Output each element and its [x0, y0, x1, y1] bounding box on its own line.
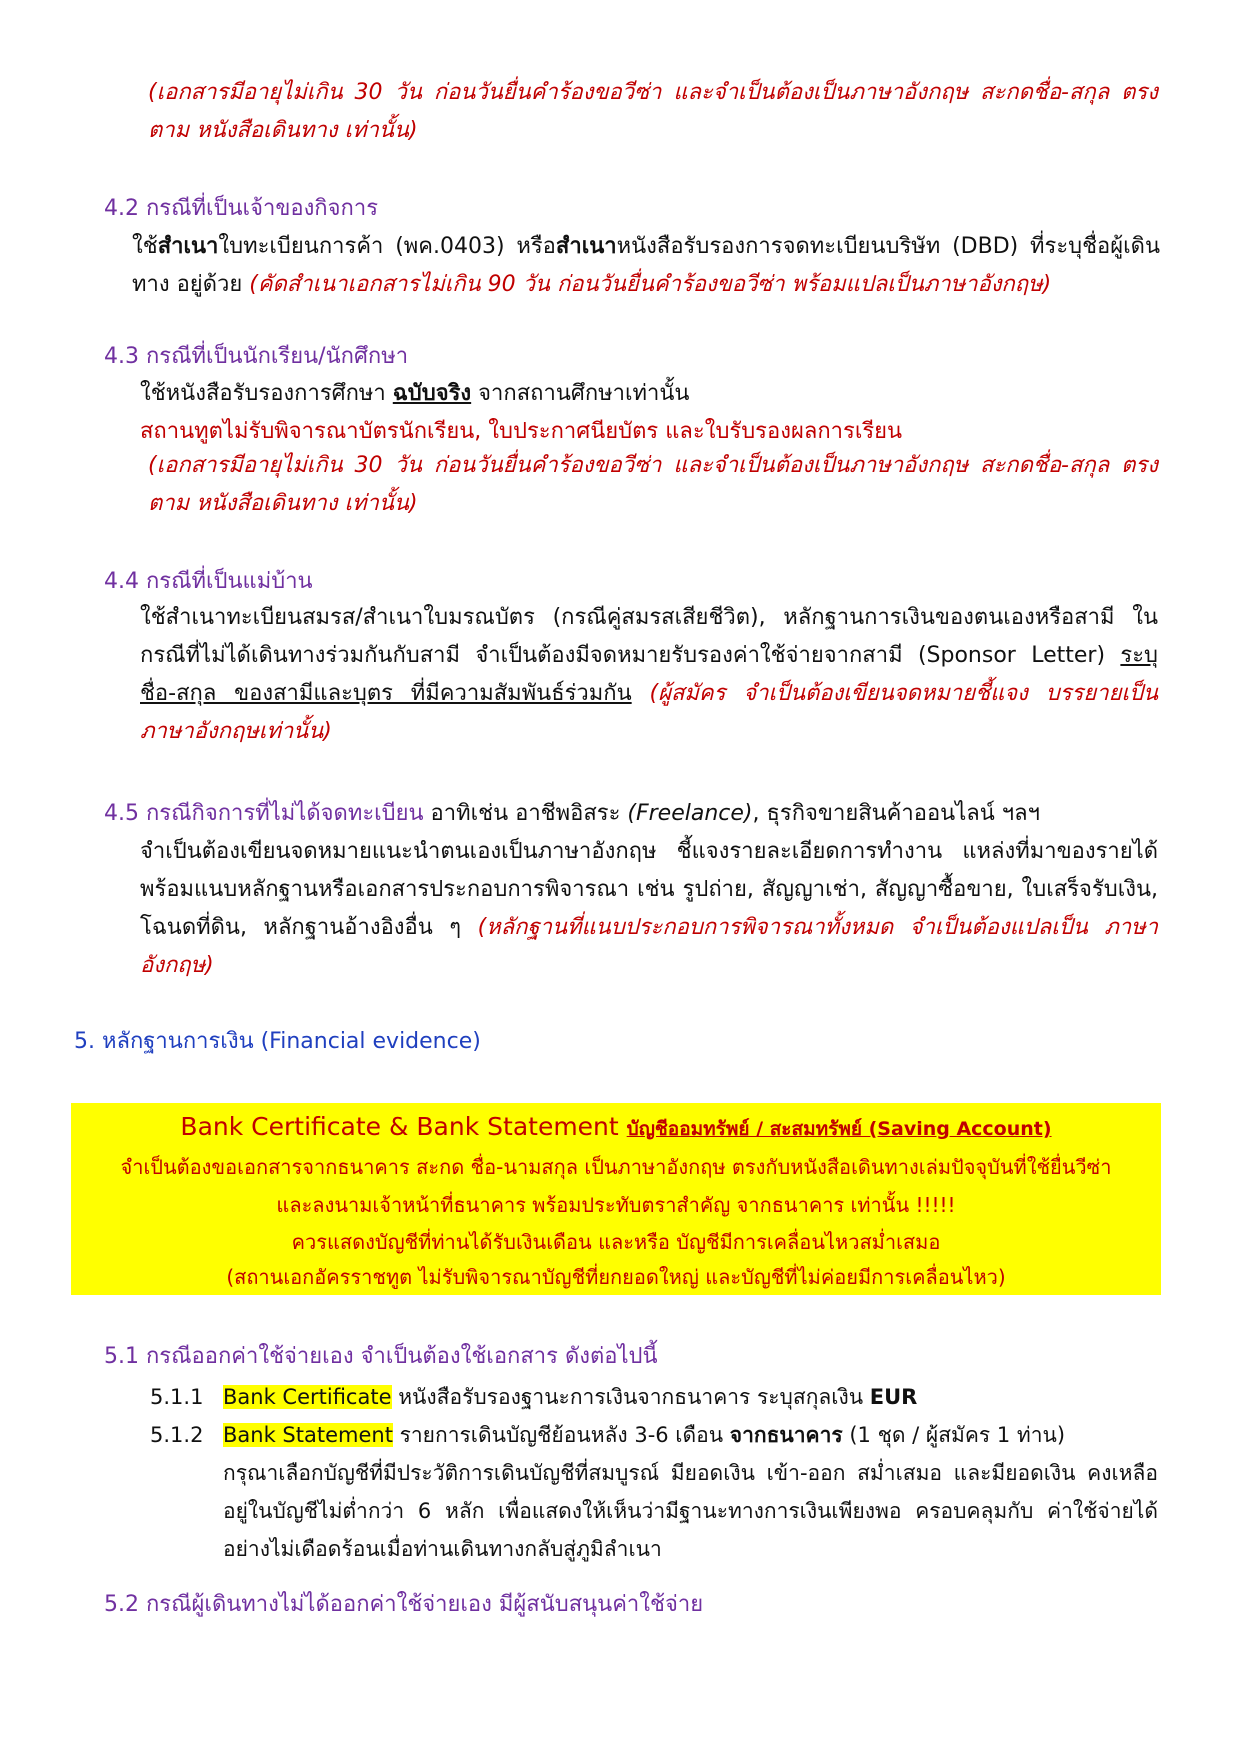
highlight-bank-statement: Bank Statement — [223, 1423, 393, 1447]
section-4-4-heading: 4.4 กรณีที่เป็นแม่บ้าน — [104, 569, 313, 594]
section-4-2-heading: 4.2 กรณีที่เป็นเจ้าของกิจการ — [104, 196, 379, 221]
text-underline: ระบุชื่อ-สกุล ของสามีและบุตร ที่มีความสัมพันธ์ร่วมกัน — [140, 643, 1158, 706]
text: ใช้หนังสือรับรองการศึกษา — [140, 381, 393, 406]
section-4-4-body — [140, 599, 1158, 751]
box-line-3: และลงนามเจ้าหน้าที่ธนาคาร พร้อมประทับตราสำคัญ จากธนาคาร เท่านั้น !!!!! — [276, 1193, 956, 1217]
bank-statement-notice-box — [71, 1103, 1161, 1295]
text: จำเป็นต้องเขียนจดหมายแนะนำตนเองเป็นภาษาอังกฤษ ชี้แจงรายละเอียดการทำงาน แหล่งที่มาของรายได้ พร้อมแนบหลักฐานหรือเอกสารประกอบการพิจารณา เช่น รูปถ่าย, สัญญาเช่า, สัญญาซื้อขาย, ใบเสร็จรับเงิน, โฉนดที่ดิน, หลักฐานอ้างอิงอื่น ๆ — [140, 839, 1158, 940]
heading-text: 4.5 กรณีกิจการที่ไม่ได้จดทะเบียน — [104, 801, 424, 826]
text: ใบทะเบียนการค้า (พค.0403) หรือ — [218, 234, 556, 259]
section-4-3-note: (เอกสารมีอายุไม่เกิน 30 วัน ก่อนวันยื่นคำร้องขอวีซ่า และจำเป็นต้องเป็นภาษาอังกฤษ สะกดชื่อ-สกุล ตรงตาม หนังสือเดินทาง เท่านั้น) — [148, 453, 1158, 516]
text: จากสถานศึกษาเท่านั้น — [471, 381, 690, 406]
text-bold: จากธนาคาร — [729, 1423, 843, 1447]
text: รายการเดินบัญชีย้อนหลัง 3-6 เดือน — [392, 1423, 730, 1447]
box-title-main: Bank Certificate & Bank Statement — [180, 1112, 627, 1141]
section-5-1-heading: 5.1 กรณีออกค่าใช้จ่ายเอง จำเป็นต้องใช้เอกสาร ดังต่อไปนี้ — [104, 1344, 658, 1369]
section-4-5-body — [140, 833, 1158, 985]
text: (1 ชุด / ผู้สมัคร 1 ท่าน) — [842, 1423, 1066, 1447]
section-4-5-note: (หลักฐานที่แนบประกอบการพิจารณาทั้งหมด จำเป็นต้องแปลเป็น ภาษาอังกฤษ) — [140, 915, 1158, 978]
text: หนังสือรับรองการจดทะเบียนบริษัท (DBD) ที่ระบุชื่อผู้เดินทาง อยู่ด้วย — [132, 234, 1160, 297]
text: , ธุรกิจขายสินค้าออนไลน์ ฯลฯ — [752, 801, 1040, 826]
text: ใช้ — [132, 234, 158, 259]
text: หนังสือรับรองฐานะการเงินจากธนาคาร ระบุสกุลเงิน — [391, 1385, 870, 1409]
box-title-sub: บัญชีออมทรัพย์ / สะสมทรัพย์ (Saving Account) — [626, 1118, 1052, 1140]
box-title — [71, 1109, 1161, 1147]
item-5-1-2 — [223, 1416, 1163, 1454]
item-5-1-2-description: กรุณาเลือกบัญชีที่มีประวัติการเดินบัญชีที่สมบูรณ์ มียอดเงิน เข้า-ออก สม่ำเสมอ และมียอดเงิน คงเหลืออยู่ในบัญชีไม่ต่ำกว่า 6 หลัก เพื่อแสดงให้เห็นว่ามีฐานะทางการเงินเพียงพอ ครอบคลุมกับ ค่าใช้จ่ายได้อย่างไม่เดือดร้อนเมื่อท่านเดินทางกลับสู่ภูมิลำเนา — [223, 1461, 1158, 1561]
box-line-5: (สถานเอกอัครราชทูต ไม่รับพิจารณาบัญชีที่ยกยอดใหญ่ และบัญชีที่ไม่ค่อยมีการเคลื่อนไหว) — [226, 1265, 1006, 1289]
item-5-1-1 — [223, 1378, 1163, 1416]
box-line-2: จำเป็นต้องขอเอกสารจากธนาคาร สะกด ชื่อ-นามสกุล เป็นภาษาอังกฤษ ตรงกับหนังสือเดินทางเล่มปัจจุบันที่ใช้ยื่นวีซ่า — [120, 1155, 1112, 1179]
box-line-4: ควรแสดงบัญชีที่ท่านได้รับเงินเดือน และหรือ บัญชีมีการเคลื่อนไหวสม่ำเสมอ — [291, 1230, 941, 1254]
section-4-3-red-line: สถานทูตไม่รับพิจารณาบัตรนักเรียน, ใบประกาศนียบัตร และใบรับรองผลการเรียน — [140, 419, 903, 444]
text: อาทิเช่น อาชีพอิสระ — [423, 801, 628, 826]
section-4-1-note: (เอกสารมีอายุไม่เกิน 30 วัน ก่อนวันยื่นคำร้องขอวีซ่า และจำเป็นต้องเป็นภาษาอังกฤษ สะกดชื่อ-สกุล ตรงตาม หนังสือเดินทาง เท่านั้น) — [148, 80, 1158, 143]
section-5-2-heading: 5.2 กรณีผู้เดินทางไม่ได้ออกค่าใช้จ่ายเอง มีผู้สนับสนุนค่าใช้จ่าย — [104, 1592, 704, 1617]
highlight-bank-certificate: Bank Certificate — [223, 1385, 392, 1409]
section-4-3-body — [140, 375, 1160, 413]
text-bold: สำเนา — [157, 234, 219, 259]
text-italic: (Freelance) — [627, 801, 753, 826]
section-4-5-heading — [104, 795, 1164, 833]
section-4-2-body — [132, 228, 1160, 304]
item-5-1-2-number: 5.1.2 — [150, 1423, 204, 1447]
section-4-3-heading: 4.3 กรณีที่เป็นนักเรียน/นักศึกษา — [104, 344, 409, 369]
section-4-2-note: (คัดสำเนาเอกสารไม่เกิน 90 วัน ก่อนวันยื่นคำร้องขอวีซ่า พร้อมแปลเป็นภาษาอังกฤษ) — [249, 272, 1052, 297]
text: ใช้สำเนาทะเบียนสมรส/สำเนาใบมรณบัตร (กรณีคู่สมรสเสียชีวิต), หลักฐานการเงินของตนเองหรือสามี ใน กรณีที่ไม่ได้เดินทางร่วมกันกับสามี จำเป็นต้องมีจดหมายรับรองค่าใช้จ่ายจากสามี (Sponsor Letter) — [140, 605, 1158, 668]
section-4-4-note: (ผู้สมัคร จำเป็นต้องเขียนจดหมายชี้แจง บรรยายเป็น ภาษาอังกฤษเท่านั้น) — [140, 681, 1158, 744]
text-bold: สำเนา — [555, 234, 617, 259]
text-bold-underline: ฉบับจริง — [392, 381, 472, 406]
text-bold: EUR — [869, 1385, 918, 1409]
item-5-1-1-number: 5.1.1 — [150, 1385, 204, 1409]
section-5-heading: 5. หลักฐานการเงิน (Financial evidence) — [74, 1029, 481, 1054]
